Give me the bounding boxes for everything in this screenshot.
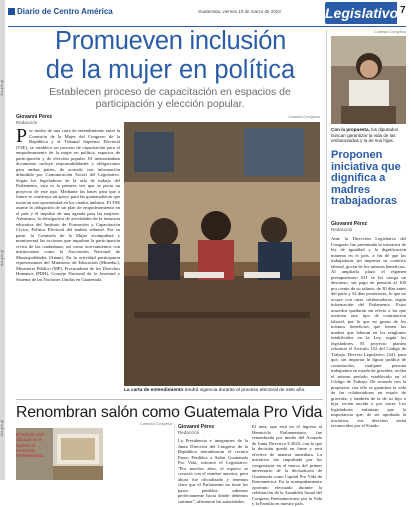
main-subtitle: Establecen proceso de capacitación en espacios de participación y elección popular. [49, 86, 291, 110]
side-caption-bold: Con la propuesta, [331, 127, 370, 132]
legislator-photo-illustration [331, 36, 406, 124]
second-photo-caption: El recinto está ubicado en el ingreso al Hemiciclo Parlamentario. [16, 432, 45, 459]
page-number: 7 [400, 5, 406, 16]
main-article-body [16, 125, 120, 398]
newspaper-logo[interactable] [8, 7, 113, 16]
main-headline-line1: Promueven inclusión [54, 27, 286, 55]
second-article-col1: La Presidencia e integrantes de la Junta Directiva del Congreso de la República renombraron el recinto Paseo Perdidos a Salón Guatemala Pro Vida, informó el Legislativo. "Por muchos años, el espacio se conoció con el nombre anterior, pero ahora fue oficializado y tenemos claro que el Parlamento no tiene los pasos perdidos; sabemos perfectamente hacia dónde debemos caminar", afirmaron las autoridades. [178, 438, 248, 504]
logo-text: Diario de Centro América [17, 7, 113, 16]
salon-photo-illustration [53, 428, 103, 480]
side-author-role: Redacción [331, 227, 353, 232]
side-photo [331, 36, 406, 124]
section-label: Legislativo [325, 2, 397, 24]
side-caption-rest: los diputados buscan garantizar la vida de las embarazadas y la de sus hijas. [331, 127, 399, 144]
second-headline: Renombran salón como Guatemala Pro Vida [16, 404, 323, 421]
side-headline: Proponen iniciativa que dignifica a madres trabajadoras [331, 149, 401, 207]
main-byline [16, 114, 120, 125]
side-strip [0, 0, 5, 480]
session-photo-illustration [124, 122, 320, 386]
caption-rest: tendrá vigencia durante el proceso electoral de este año. [183, 388, 306, 393]
second-article-col2: El área, que está en el ingreso al Hemiciclo Parlamentario, fue renombrada por medio del Acuerdo de Junta Directiva 3-2023, con lo que la decisión quedó en firme y será efectiva de manera inmediata. La iniciativa fue impulsada por los congresistas en el marco del primer aniversario de la declaratoria de Guatemala como Capital Pro Vida de Iberoamérica. En la acompañamiento oportuno efectuado durante la celebración de la Asamblea Anual del Congreso Iberoamericano por la Vida y la Familia en nuestro país. [252, 424, 322, 506]
side-strip-text: dca.gob.gt [0, 420, 4, 437]
second-column-divider [174, 424, 175, 480]
main-author: Giovanni Pérez [16, 114, 53, 120]
side-article-body: Ante la Dirección Legislativa del Congreso fue presentada la iniciativa de ley de igualdad y la dignificación materna en el país, a fin de que las trabajadoras sin importar su contexto laboral, gocen de los mismos beneficios. Al ampliarla plazo el régimen presupuestario 011 se les otorga un descanso, sin pago de pensión al 100 por ciento de su salario; de 30 días antes del parto y 54 días posteriores, lo que no ocurre con otras colaboradoras, según información del Parlamento. Estos acuerdos quedarán sin efecto a las que tuviesen otro tipo de contratación laboral, por lo que no gozan de los mismos beneficios que tienen las madres que laboran en los renglones establecidos en la Ley, según los legisladores. El proyecto plantea reformar el Artículo 152 del Código de Trabajo, Decreto Legislativo 1441, para que, sin importar la figura jurídica de contratación, cualquier persona trabajadora en estado de gravidez, reciba el mismo período establecido en el Código de Trabajo. De acuerdo con la propuesta, con ello se garantiza la vida de las colaboradoras en estado de gravidez, y también de la de su hijo o hija, recién nacida o por nacer. Los legisladores enfatizan que la importancia que, de ser aprobada la iniciativa, sus derechos serán reconocidos por el Estado. [331, 236, 406, 428]
side-photo-caption [331, 127, 406, 144]
side-photo-credit: Cortesía Congreso [374, 30, 406, 34]
main-article-text: or medio de una carta de entendimiento entre la Comisión de la Mujer del Congreso de la República y el Tribunal Supremo Electoral (TSE), se establece un proceso de capacitación para el empoderamiento de la mujer en política, espacios de participación y de elección popular. El memorándum documento incluye responsabilidades y obligaciones para ambas partes, de acuerdo con información difundida por Comunicación Social del Legislativo. Según los legisladores de la sala de trabajo del Parlamento, esta es la primera vez que se pacta un proyecto de este tipo. Mediante las bases para que a futuro se construya un apoyo para las guatemaltecas que tuvieran una oportunidad en los citados ámbitos. El TSE asume la obligación de un plan de empoderamiento en el país y el impulso de una agenda para las mujeres. Asimismo, la divulgación de actividades de la instancia educativa del Instituto de Formación y Capacitación Cívica, Política Electoral del ámbito tribunal. Por su parte, la Comisión de la Mujer acompañará y monitoreará las acciones que impulsen la participación cívica de las ciudadanas, así como acercamientos con instituciones como la Asociación Nacional de Municipalidades (Anam). En la actividad participaron representantes del Ministerio de Educación (Mineduc), Ministerio Público (MP), Procuraduría de los Derechos Humanos (PDH), Consejo Nacional de la Juventud y Sistema de las Naciones Unidas en Guatemala. [16, 128, 120, 282]
main-headline-line2: de la mujer en política [45, 56, 296, 84]
main-author-role: Redacción [16, 120, 38, 125]
dateline: Guatemala, viernes 10 de marzo de 2023 [198, 9, 281, 14]
side-strip-text: dca.gob.gt [0, 250, 4, 267]
side-strip-text: dca.gob.gt [0, 80, 4, 97]
second-author-role: Redacción [178, 430, 200, 435]
side-author: Giovanni Pérez [331, 221, 368, 227]
section-rule [16, 399, 323, 400]
drop-cap: P [16, 125, 28, 147]
caption-bold: La carta de entendimiento [124, 388, 184, 393]
second-author: Giovanni Pérez [178, 424, 215, 430]
masthead [8, 2, 406, 27]
column-divider [326, 30, 327, 480]
main-photo-caption [124, 388, 324, 393]
second-photo [53, 428, 103, 480]
main-photo [124, 122, 320, 386]
side-byline [331, 221, 406, 232]
logo-square-icon [8, 8, 15, 15]
second-byline [178, 424, 248, 435]
main-photo-credit: Cortesía Congreso [288, 115, 320, 119]
second-photo-credit: Cortesía Congreso [140, 422, 172, 426]
